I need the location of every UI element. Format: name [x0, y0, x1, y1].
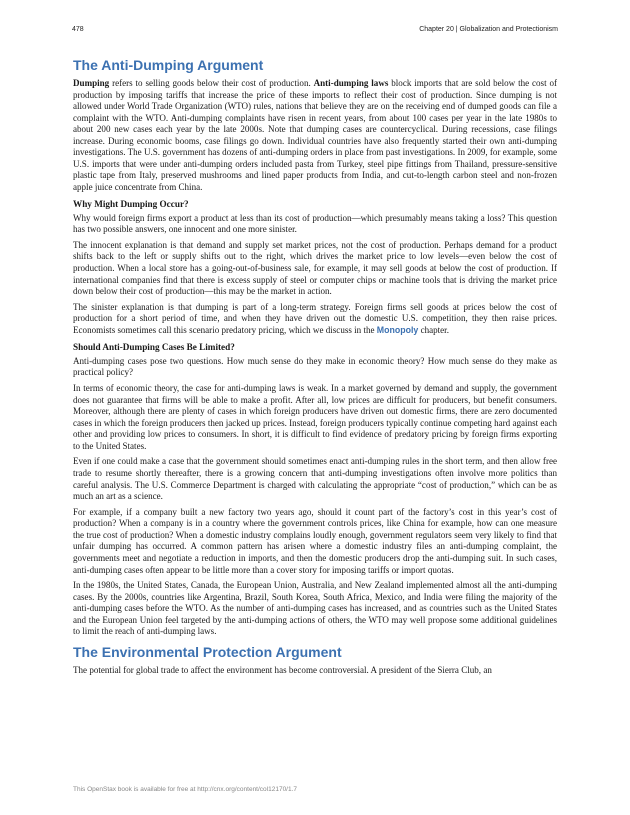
monopoly-chapter-link[interactable]: Monopoly	[376, 324, 419, 335]
subheading-limit-cases: Should Anti-Dumping Cases Be Limited?	[73, 341, 235, 352]
section-heading-environmental: The Environmental Protection Argument	[73, 644, 342, 661]
subheading-why-dumping: Why Might Dumping Occur?	[73, 198, 189, 209]
page-footer: This OpenStax book is available for free at http://cnx.org/content/col12170/1.7	[73, 786, 298, 793]
paragraph: Anti-dumping cases pose two questions. How much sense do they make in economic theory? How much sense do they make as practical policy?	[73, 355, 557, 378]
page-header	[72, 26, 558, 38]
term-anti-dumping-laws: Anti-dumping laws	[313, 78, 389, 88]
term-dumping: Dumping	[73, 78, 110, 88]
page-number: 478	[72, 26, 84, 33]
chapter-title: Chapter 20 | Globalization and Protectionism	[419, 26, 558, 33]
paragraph-text: block imports that are sold below the cost of production by imposing tariffs that increase the price of these imports to reflect their cost of production. Since dumping is not allowed under World Trade Organization (WTO) rules, nations that believe they are on the receiving end of dumped goods can file a complaint with the WTO. Anti-dumping complaints have risen in recent years, from about 100 cases per year in the late 1980s to about 200 new cases each year by the late 2000s. Note that dumping cases are countercyclical. During recessions, case filings increase. During economic booms, case filings go down. Individual countries have also frequently started their own anti-dumping investigations. The U.S. government has dozens of anti-dumping orders in place from past investigations. In 2009, for example, some U.S. imports that were under anti-dumping orders included pasta from Turkey, steel pipe fittings from Thailand, pressure-sensitive plastic tape from Italy, preserved mushrooms and lined paper products from India, and cut-to-length carbon steel and non-frozen apple juice concentrate from China.	[73, 78, 557, 192]
paragraph	[73, 302, 557, 337]
paragraph-dumping-definition	[73, 78, 557, 193]
paragraph: In terms of economic theory, the case for anti-dumping laws is weak. In a market governed by demand and supply, the government does not guarantee that firms will be able to make a profit. After all, low prices are difficult for producers, but benefit consumers. Moreover, although there are plenty of cases in which foreign producers have driven out domestic firms, there are zero documented cases in which the foreign producers then jacked up prices. Instead, foreign producers typically continue competing hard against each other and providing low prices to consumers. In short, it is difficult to find evidence of predatory pricing by foreign firms exporting to the United States.	[73, 382, 557, 451]
section-heading-anti-dumping: The Anti-Dumping Argument	[73, 57, 264, 73]
paragraph-text: refers to selling goods below their cost of production.	[109, 78, 314, 88]
paragraph: Why would foreign firms export a product at less than its cost of production—which presumably means taking a loss? This question has two possible answers, one innocent and one more sinister.	[73, 212, 557, 235]
paragraph: The innocent explanation is that demand and supply set market prices, not the cost of production. Perhaps demand for a product shifts back to the left or supply shifts out to the right, which drives the market price to low levels—even below the cost of production. When a local store has a going-out-of-business sale, for example, it may sell goods at below the cost of production. If international companies find that there is excess supply of steel or computer chips or machine tools that is driving the market price down below their cost of production—this may be the market in action.	[73, 239, 557, 297]
paragraph: In the 1980s, the United States, Canada, the European Union, Australia, and New Zealand implemented almost all the anti-dumping cases. By the 2000s, countries like Argentina, Brazil, South Korea, South Africa, Mexico, and India were filing the majority of the anti-dumping cases before the WTO. As the number of anti-dumping cases has increased, and as countries such as the United States and the European Union feel targeted by the anti-dumping actions of others, the WTO may well propose some additional guidelines to limit the reach of anti-dumping laws.	[73, 580, 557, 637]
paragraph-text: chapter.	[418, 324, 449, 335]
page-content	[73, 55, 557, 681]
paragraph: For example, if a company built a new factory two years ago, should it count part of the factory’s cost in this year’s cost of production? When a company is in a country where the government controls prices, like China for example, how can one measure the true cost of production? When a domestic industry complains loudly enough, government regulators seem very likely to find that unfair dumping has occurred. A common pattern has arisen where a domestic industry files an anti-dumping complaint, the governments meet and negotiate a reduction in imports, and then the domestic producers drop the anti-dumping suit. In such cases, anti-dumping cases often appear to be little more than a cover story for imposing tariffs or import quotas.	[73, 506, 557, 575]
paragraph: The potential for global trade to affect the environment has become controversial. A president of the Sierra Club, an	[73, 665, 492, 676]
paragraph-text: The sinister explanation is that dumping is part of a long-term strategy. Foreign firms sell goods at prices below the cost of production for a short period of time, and when they have driven out the domestic U.S. competition, they then raise prices. Economists sometimes call this scenario predatory pricing, which we discuss in the	[73, 301, 557, 335]
paragraph: Even if one could make a case that the government should sometimes enact anti-dumping rules in the short term, and then allow free trade to resume shortly thereafter, there is a growing concern that anti-dumping investigations often involve more politics than careful analysis. The U.S. Commerce Department is charged with calculating the appropriate “cost of production,” which can be as much an art as a science.	[73, 456, 557, 502]
